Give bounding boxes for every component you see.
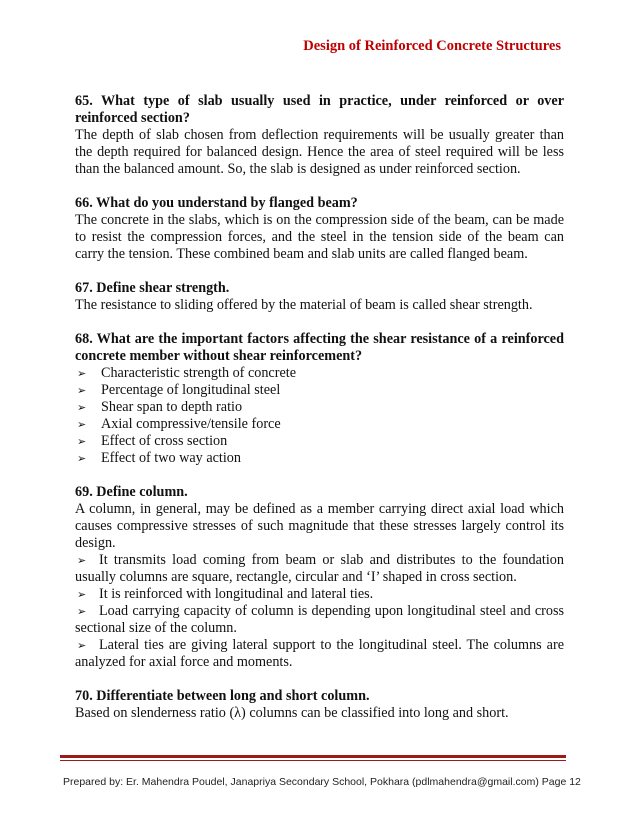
list-item-text: Axial compressive/tensile force <box>101 416 281 432</box>
answer-text: The resistance to sliding offered by the material of beam is called shear strength. <box>75 297 533 313</box>
footer-credit: Prepared by: Er. Mahendra Poudel, Janapriya Secondary School, Pokhara (pdlmahendra@gmail.com) <box>63 776 539 788</box>
document-header-title: Design of Reinforced Concrete Structures <box>303 38 561 54</box>
page-number: Page 12 <box>541 776 581 788</box>
bullet-paragraph-text: It transmits load coming from beam or slab and distributes to the foundation usually columns are square, rectangle, circular and ‘I’ shaped in cross section. <box>75 552 564 585</box>
qa-section-69 <box>75 484 564 671</box>
answer-text: A column, in general, may be defined as a member carrying direct axial load which causes compressive stresses of such magnitude that these stresses largely control its design. <box>75 501 564 551</box>
bullet-paragraph-text: It is reinforced with longitudinal and lateral ties. <box>99 586 374 602</box>
qa-section-67 <box>75 280 564 314</box>
bullet-paragraph <box>75 637 564 671</box>
answer-text: The depth of slab chosen from deflection requirements will be usually greater than the depth required for balanced design. Hence the area of steel required will be less than the balanced amount. So, the slab is designed as under reinforced section. <box>75 127 564 177</box>
arrowhead-bullet-icon: ➢ <box>77 384 87 397</box>
bullet-paragraph-text: Lateral ties are giving lateral support to the longitudinal steel. The columns are analyzed for axial force and moments. <box>75 637 564 670</box>
question-heading: 70. Differentiate between long and short column. <box>75 688 370 704</box>
arrowhead-bullet-icon: ➢ <box>77 605 87 618</box>
arrowhead-bullet-icon: ➢ <box>77 452 87 465</box>
list-item-text: Effect of cross section <box>101 433 228 449</box>
footer-divider <box>60 755 566 758</box>
list-item-text: Characteristic strength of concrete <box>101 365 296 381</box>
list-item <box>75 399 564 416</box>
list-item-text: Effect of two way action <box>101 450 241 466</box>
arrowhead-bullet-icon: ➢ <box>77 435 87 448</box>
page-footer <box>63 776 581 788</box>
qa-section-65 <box>75 93 564 178</box>
list-item <box>75 450 564 467</box>
arrowhead-bullet-icon: ➢ <box>77 401 87 414</box>
footer-divider-thin <box>60 760 566 761</box>
document-body <box>75 93 564 739</box>
answer-text: The concrete in the slabs, which is on the compression side of the beam, can be made to resist the compression forces, and the steel in the tension side of the beam can carry the tension. These combined beam and slab units are called flanged beam. <box>75 212 564 262</box>
bullet-paragraph <box>75 552 564 586</box>
list-item <box>75 433 564 450</box>
question-heading: 66. What do you understand by flanged beam? <box>75 195 358 211</box>
question-heading: 68. What are the important factors affecting the shear resistance of a reinforced concrete member without shear reinforcement? <box>75 331 564 364</box>
arrowhead-bullet-icon: ➢ <box>77 367 87 380</box>
list-item <box>75 365 564 382</box>
qa-section-66 <box>75 195 564 263</box>
question-heading: 65. What type of slab usually used in practice, under reinforced or over reinforced section? <box>75 93 564 126</box>
qa-section-70 <box>75 688 564 722</box>
answer-text: Based on slenderness ratio (λ) columns can be classified into long and short. <box>75 705 509 721</box>
list-item <box>75 382 564 399</box>
list-item <box>75 416 564 433</box>
qa-section-68 <box>75 331 564 467</box>
bullet-paragraph-text: Load carrying capacity of column is depending upon longitudinal steel and cross sectional size of the column. <box>75 603 564 636</box>
list-item-text: Shear span to depth ratio <box>101 399 243 415</box>
arrowhead-bullet-icon: ➢ <box>77 588 87 601</box>
list-item-text: Percentage of longitudinal steel <box>101 382 281 398</box>
bullet-paragraph <box>75 603 564 637</box>
arrowhead-bullet-icon: ➢ <box>77 554 87 567</box>
arrowhead-bullet-icon: ➢ <box>77 418 87 431</box>
bullet-paragraph <box>75 586 564 603</box>
factor-list <box>75 365 564 467</box>
question-heading: 67. Define shear strength. <box>75 280 230 296</box>
arrowhead-bullet-icon: ➢ <box>77 639 87 652</box>
question-heading: 69. Define column. <box>75 484 188 500</box>
